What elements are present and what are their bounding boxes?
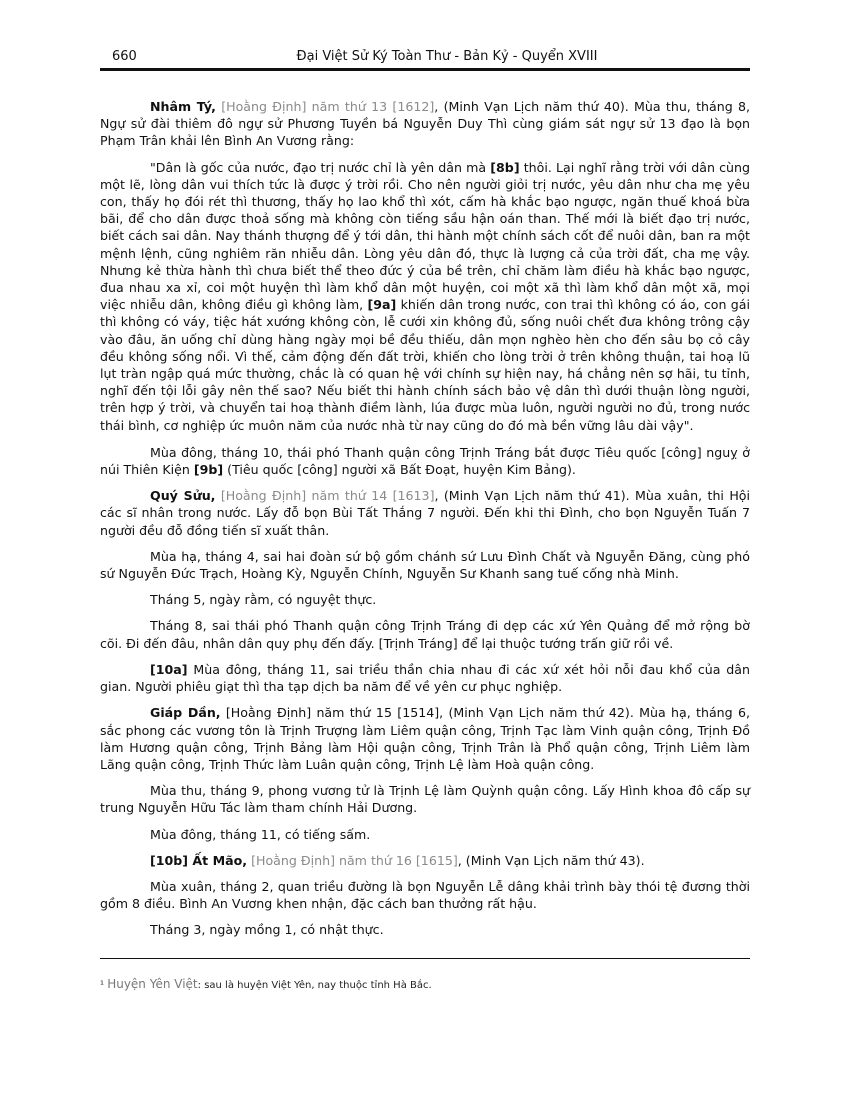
paragraph-nham-ty: Nhâm Tý, [Hoằng Định] năm thứ 13 [1612], (Minh Vạn Lịch năm thứ 40). Mùa thu, tháng 8, Ngự sử đài thiêm đô ngự sử Phương Tuyền bá Nguyễn Duy Thì cùng giám sát ngự sử 13 đạo là bọn Phạm Trân khải lên Bình An Vương rằng: [100, 99, 751, 149]
paragraph: Mùa thu, tháng 9, phong vương tử là Trịnh Lệ làm Quỳnh quận công. Lấy Hình khoa đô cấp sự trung Nguyễn Hữu Tác làm tham chính Hải Dương. [100, 783, 750, 816]
reign-year: [Hoằng Định] năm thứ 13 [1612] [215, 99, 435, 114]
folio-marker: [8b] [490, 159, 520, 175]
paragraph: Mùa đông, tháng 11, có tiếng sấm. [150, 826, 371, 842]
footnote [100, 977, 750, 991]
footnote-text: : sau là huyện Việt Yên, nay thuộc tỉnh Hà Bắc. [197, 980, 432, 991]
paragraph: Mùa hạ, tháng 4, sai hai đoàn sứ bộ gồm chánh sứ Lưu Đình Chất và Nguyễn Đăng, cùng phó sứ Nguyễn Đức Trạch, Hoàng Kỳ, Nguyễn Chính, Nguyễn Sư Khanh sang tuế cống nhà Minh. [100, 548, 750, 582]
folio-marker: [9a] [367, 297, 397, 313]
footnote-divider [100, 958, 750, 959]
page-header [100, 48, 750, 71]
year-heading: Nhâm Tý, [150, 99, 216, 114]
paragraph: Mùa đông, tháng 10, thái phó Thanh quận công Trịnh Tráng bắt được Tiêu quốc [công] nguỵ ở núi Thiên Kiện [9b] (Tiêu quốc [công] người xã Bất Đoạt, huyện Kim Bảng). [100, 444, 750, 478]
year-heading: Giáp Dần, [150, 705, 221, 721]
paragraph-memorial-quote: "Dân là gốc của nước, đạo trị nước chỉ là yên dân mà [8b] thôi. Lại nghĩ rằng trời với dân cùng một lẽ, lòng dân vui thích tức là được ý trời rồi. Cho nên người giỏi trị nước, yêu dân như cha mẹ yêu con, thấy họ đói rét thì thương, thấy họ lao khổ thì xót, cấm hà khắc bạo ngược, ngăn thuế khoá bừa bãi, để cho dân được thoả sống mà không còn tiếng sầu hận oán than. Thế mới là biết đạo trị nước, biết cách sai dân. Nay thánh thượng để ý tới dân, thi hành một chính sách cốt để nuôi dân, ban ra một mệnh lệnh, cũng nghiêm răn nhiễu dân. Lòng yêu dân đó, thực là lượng cả của trời đất, cha mẹ vậy. Nhưng kẻ thừa hành thì chưa biết thể theo đức ý của bề trên, chỉ chăm làm điều hà khắc bạo ngược, đua nhau xa xỉ, coi một huyện thì làm khổ dân một huyện, coi một xã thì làm khổ dân một xã, mọi việc nhiễu dân, không điều gì không làm, [9a] khiến dân trong nước, con trai thì không có áo, con gái thì không có váy, tiệc hát xướng không còn, lễ cưới xin không đủ, sống nuôi chết đưa không trông cậy vào đâu, ăn uống chỉ dùng hàng ngày mọi bề đều thiếu, dân mọn nghèo hèn cho đến sâu bọ cỏ cây đều không sống nổi. Vì thế, cảm động đến đất trời, khiến cho lòng trời ở trên không thuận, tai hoạ lũ lụt tràn ngập quá mức thường, chắc là có quan hệ với chính sự hiện nay, há chẳng nên sợ hãi, tu tỉnh, nghĩ đến tội lỗi gây nên thế sao? Nếu biết thi hành chính sách bảo vệ dân thì dưới thuận lòng người, trên hợp ý trời, và chuyển tai hoạ thành điềm lành, lúa được mùa luôn, người người no đủ, trong nước thái bình, cơ nghiệp ức muôn năm của nước nhà từ nay cũng do đó mà bền vững lâu dài vậy". [100, 159, 751, 433]
paragraph-at-mao: [10b] Ất Mão, [Hoằng Định] năm thứ 16 [1615], (Minh Vạn Lịch năm thứ 43). [150, 852, 645, 868]
paragraph: Tháng 8, sai thái phó Thanh quận công Trịnh Tráng đi dẹp các xứ Yên Quảng để mở rộng bờ cõi. Đi đến đâu, nhân dân quy phụ đến đấy. [Trịnh Tráng] để lại thuộc tướng trấn giữ rồi về. [100, 618, 750, 651]
year-heading: [10b] Ất Mão, [150, 852, 248, 868]
reign-year: [Hoằng Định] năm thứ 14 [1613] [215, 488, 435, 504]
running-title: Đại Việt Sử Ký Toàn Thư - Bản Kỷ - Quyển XVIII [296, 49, 598, 64]
reign-year: [Hoằng Định] năm thứ 16 [1615] [247, 852, 458, 868]
folio-marker: [10a] [150, 661, 188, 677]
paragraph-quy-suu: Quý Sửu, [Hoằng Định] năm thứ 14 [1613], (Minh Vạn Lịch năm thứ 41). Mùa xuân, thi Hội các sĩ nhân trong nước. Lấy đỗ bọn Bùi Tất Thắng 7 người. Đến khi thi Đình, cho bọn Nguyễn Tuấn 7 người đều đỗ đồng tiến sĩ xuất thân. [100, 488, 750, 538]
paragraph: [10a] Mùa đông, tháng 11, sai triều thần chia nhau đi các xứ xét hỏi nỗi đau khổ của dân gian. Người phiêu giạt thì tha tạp dịch ba năm để về yên cư phục nghiệp. [100, 661, 750, 695]
paragraph: Mùa xuân, tháng 2, quan triều đường là bọn Nguyễn Lễ dâng khải trình bày thói tệ đương thời gồm 8 điều. Bình An Vương khen nhận, đặc cách ban thưởng rất hậu. [100, 878, 750, 912]
paragraph: Tháng 5, ngày rằm, có nguyệt thực. [150, 592, 377, 608]
footnote-term: Huyện Yên Việt [107, 977, 198, 991]
page-number: 660 [112, 49, 137, 64]
footnote-marker: ¹ [100, 980, 108, 991]
year-heading: Quý Sửu, [150, 488, 216, 504]
paragraph: Tháng 3, ngày mồng 1, có nhật thực. [150, 922, 384, 938]
paragraph-giap-dan: Giáp Dần, [Hoằng Định] năm thứ 15 [1514], (Minh Vạn Lịch năm thứ 42). Mùa hạ, tháng 6, sắc phong các vương tôn là Trịnh Trượng làm Liêm quận công, Trịnh Tạc làm Vinh quận công, Trịnh Đồ làm Hương quận công, Trịnh Bảng làm Hội quận công, Trịnh Trân là Phổ quận công, Trịnh Liêm làm Lãng quận công, Trịnh Thức làm Luân quận công, Trịnh Lệ làm Hoà quận công. [100, 705, 750, 772]
folio-marker: [9b] [193, 462, 224, 478]
main-text [100, 98, 750, 948]
